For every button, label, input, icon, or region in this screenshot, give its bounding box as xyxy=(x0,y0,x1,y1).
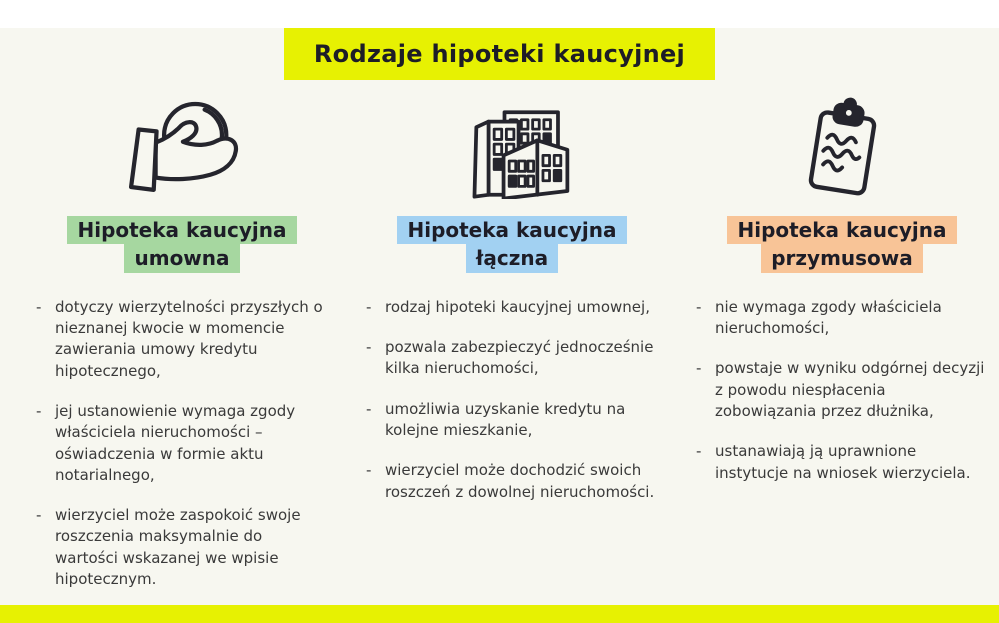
footer-accent-bar xyxy=(0,605,999,623)
bullet-item xyxy=(36,297,328,382)
bullet-item xyxy=(366,460,658,503)
bullet-dash: - xyxy=(36,297,42,316)
column-heading-line: przymusowa xyxy=(761,244,923,272)
bullet-item xyxy=(36,401,328,486)
bullet-dash: - xyxy=(696,442,702,461)
bullet-text: nie wymaga zgody właściciela nieruchomości, xyxy=(715,297,942,338)
bullet-text: wierzyciel może zaspokoić swoje roszczenia maksymalnie do wartości wskazanej we wpisie hipotecznym. xyxy=(55,506,301,589)
bullet-list xyxy=(696,297,988,484)
column-heading xyxy=(696,216,988,273)
columns-row xyxy=(0,90,999,609)
bullet-dash: - xyxy=(366,461,372,480)
column-heading-line: Hipoteka kaucyjna xyxy=(67,216,296,244)
column-umowna xyxy=(36,90,328,609)
bullet-text: pozwala zabezpieczyć jednocześnie kilka nieruchomości, xyxy=(385,338,654,378)
bullet-text: dotyczy wierzytelności przyszłych o nieznanej kwocie w momencie zawierania umowy kredytu hipotecznego, xyxy=(55,297,323,380)
column-heading xyxy=(36,216,328,273)
bullet-dash: - xyxy=(36,401,42,420)
infographic-canvas xyxy=(0,28,999,623)
bullet-dash: - xyxy=(696,297,702,316)
bullet-item xyxy=(366,297,658,318)
bullet-list xyxy=(366,297,658,503)
bullet-item xyxy=(366,337,658,380)
bullet-item xyxy=(696,441,988,484)
column-heading-line: Hipoteka kaucyjna xyxy=(727,216,956,244)
bullet-text: wierzyciel może dochodzić swoich roszczeń z dowolnej nieruchomości. xyxy=(385,461,655,501)
clipboard-icon xyxy=(696,90,988,202)
column-heading xyxy=(366,216,658,273)
bullet-item xyxy=(696,297,988,340)
column-heading-line: łączna xyxy=(466,244,558,272)
bullet-dash: - xyxy=(366,297,372,316)
bullet-dash: - xyxy=(366,399,372,418)
hand-coin-icon xyxy=(36,90,328,202)
bullet-list xyxy=(36,297,328,591)
bullet-dash: - xyxy=(36,506,42,525)
column-przymusowa xyxy=(696,90,988,609)
buildings-icon xyxy=(366,90,658,202)
page-title: Rodzaje hipoteki kaucyjnej xyxy=(284,28,715,80)
bullet-text: rodzaj hipoteki kaucyjnej umownej, xyxy=(385,297,650,316)
column-heading-line: umowna xyxy=(124,244,239,272)
bullet-text: jej ustanowienie wymaga zgody właściciela nieruchomości – oświadczenia w formie aktu notarialnego, xyxy=(55,401,296,484)
column-heading-line: Hipoteka kaucyjna xyxy=(397,216,626,244)
bullet-item xyxy=(366,399,658,442)
bullet-item xyxy=(696,358,988,422)
bullet-text: ustanawiają ją uprawnione instytucje na wniosek wierzyciela. xyxy=(715,442,971,482)
bullet-dash: - xyxy=(696,359,702,378)
bullet-item xyxy=(36,505,328,590)
bullet-dash: - xyxy=(366,338,372,357)
bullet-text: powstaje w wyniku odgórnej decyzji z powodu niespłacenia zobowiązania przez dłużnika, xyxy=(715,359,985,420)
column-laczna xyxy=(366,90,658,609)
bullet-text: umożliwia uzyskanie kredytu na kolejne mieszkanie, xyxy=(385,399,626,439)
